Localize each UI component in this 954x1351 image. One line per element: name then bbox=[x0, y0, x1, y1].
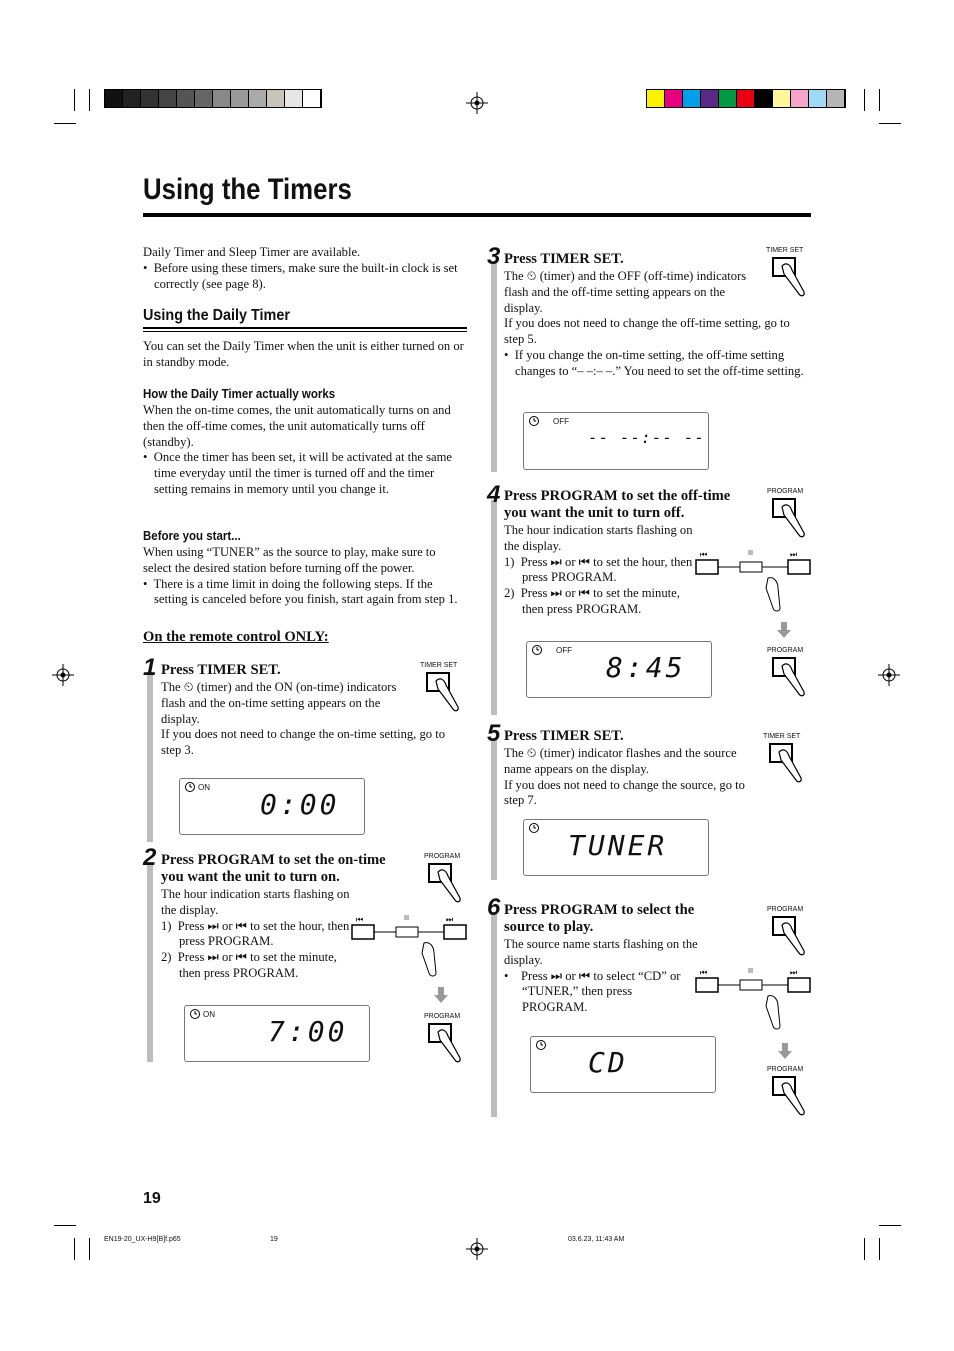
step-text bbox=[504, 269, 804, 380]
step-text bbox=[504, 523, 700, 618]
step-text-a: The ⏲ (timer) indicator flashes and the source name appears on the display. bbox=[504, 746, 737, 776]
svg-text:⏭: ⏭ bbox=[790, 968, 798, 977]
lcd-label: OFF bbox=[556, 646, 572, 655]
color-bar-right bbox=[646, 89, 846, 108]
before-bullet: • There is a time limit in doing the following steps. If the setting is canceled before you finish, start again from step 1. bbox=[143, 576, 458, 607]
step-text-a: The hour indication starts flashing on the display. bbox=[161, 887, 350, 917]
registration-mark-icon bbox=[52, 664, 74, 686]
step-bar bbox=[147, 672, 153, 842]
button-label: TIMER SET bbox=[766, 247, 804, 254]
crop-mark bbox=[89, 1238, 90, 1260]
step-bar bbox=[491, 262, 497, 472]
button-label: PROGRAM bbox=[424, 853, 461, 860]
step-text bbox=[504, 937, 700, 1016]
finger-press-button-icon bbox=[426, 1022, 468, 1064]
crop-mark bbox=[879, 123, 901, 124]
registration-mark-icon bbox=[466, 1238, 488, 1260]
color-swatch bbox=[755, 90, 773, 107]
color-swatch bbox=[647, 90, 665, 107]
step-text-a: The hour indication starts flashing on the display. bbox=[504, 523, 693, 553]
color-swatch bbox=[105, 90, 123, 107]
crop-mark bbox=[74, 89, 75, 111]
finger-press-button-icon bbox=[767, 742, 809, 784]
color-bar-left bbox=[104, 89, 322, 108]
color-swatch bbox=[303, 90, 321, 107]
crop-mark bbox=[74, 1238, 75, 1260]
intro-bullet: • Before using these timers, make sure the built-in clock is set correctly (see page 8). bbox=[143, 260, 458, 291]
section-title: Using the Daily Timer bbox=[143, 307, 290, 324]
lcd-label: ON bbox=[198, 783, 210, 792]
registration-mark-icon bbox=[466, 92, 488, 114]
timer-clock-icon bbox=[534, 1038, 548, 1052]
step-bullet: • If you change the on-time setting, the off-time setting changes to “– –:– –.” You need to set the off-time setting. bbox=[504, 347, 804, 378]
how-bullet: • Once the timer has been set, it will be activated at the same time everyday until the timer is turned off and the timer setting remains in memory until you change it. bbox=[143, 450, 453, 496]
intro-text: Daily Timer and Sleep Timer are available. bbox=[143, 245, 361, 259]
section-rule-thin bbox=[143, 331, 467, 332]
crop-mark bbox=[864, 89, 865, 111]
color-swatch bbox=[737, 90, 755, 107]
finger-press-button-icon bbox=[424, 671, 466, 713]
timer-clock-icon bbox=[183, 780, 197, 794]
step-bar bbox=[491, 912, 497, 1117]
step-text-a: The ⏲ (timer) and the ON (on-time) indicators flash and the on-time setting appears on the display. bbox=[161, 680, 397, 726]
step-text-b: If you does not need to change the off-time setting, go to step 5. bbox=[504, 316, 790, 347]
lcd-value: CD bbox=[588, 1046, 628, 1079]
before-block bbox=[143, 545, 467, 608]
color-swatch bbox=[701, 90, 719, 107]
color-swatch bbox=[773, 90, 791, 107]
step-text-a: The ⏲ (timer) and the OFF (off-time) indicators flash and the off-time setting appears on the display. bbox=[504, 269, 747, 315]
step-text-b: If you does not need to change the on-time setting, go to step 3. bbox=[161, 727, 445, 758]
page-title: Using the Timers bbox=[143, 173, 352, 206]
down-arrow-icon bbox=[778, 1043, 792, 1059]
button-label: PROGRAM bbox=[767, 1066, 804, 1073]
finger-press-button-icon bbox=[770, 656, 812, 698]
how-text: When the on-time comes, the unit automatically turns on and then the off-time comes, the unit automatically turns off (standby). bbox=[143, 403, 451, 449]
section-rule bbox=[143, 327, 467, 329]
step-bar bbox=[491, 740, 497, 880]
color-swatch bbox=[827, 90, 845, 107]
svg-text:⏮: ⏮ bbox=[356, 915, 364, 924]
footer-page: 19 bbox=[270, 1236, 278, 1243]
step-title: Press PROGRAM to set the off-time you want the unit to turn off. bbox=[504, 488, 731, 521]
step-text bbox=[161, 680, 445, 759]
how-block bbox=[143, 403, 467, 498]
step-bar bbox=[147, 862, 153, 1062]
step-text-b: If you does not need to change the source, go to step 7. bbox=[504, 777, 745, 808]
color-swatch bbox=[683, 90, 701, 107]
crop-mark bbox=[879, 1238, 880, 1260]
section-intro bbox=[143, 339, 467, 371]
before-title: Before you start... bbox=[143, 529, 241, 543]
lcd-label: ON bbox=[203, 1010, 215, 1019]
page-number: 19 bbox=[143, 1190, 161, 1207]
button-label: PROGRAM bbox=[767, 488, 804, 495]
button-label: PROGRAM bbox=[424, 1013, 461, 1020]
step-title: Press TIMER SET. bbox=[161, 662, 281, 678]
down-arrow-icon bbox=[434, 987, 448, 1003]
step-number: 5 bbox=[487, 720, 501, 747]
footer-file: EN19-20_UX-H9[B]f.p65 bbox=[104, 1236, 181, 1243]
step-title: Press TIMER SET. bbox=[504, 728, 624, 744]
step-title: Press PROGRAM to set the on-time you want the unit to turn on. bbox=[161, 852, 386, 885]
color-swatch bbox=[791, 90, 809, 107]
step-title: Press PROGRAM to select the source to play. bbox=[504, 902, 695, 935]
left-column bbox=[143, 245, 467, 292]
crop-mark bbox=[54, 1225, 76, 1226]
timer-clock-icon bbox=[527, 821, 541, 835]
finger-press-button-icon bbox=[770, 915, 812, 957]
svg-text:⏮: ⏮ bbox=[700, 550, 708, 559]
button-label: PROGRAM bbox=[767, 647, 804, 654]
color-swatch bbox=[285, 90, 303, 107]
remote-title: On the remote control ONLY: bbox=[143, 629, 329, 645]
registration-mark-icon bbox=[878, 664, 900, 686]
crop-mark bbox=[879, 89, 880, 111]
color-swatch bbox=[159, 90, 177, 107]
step-item-1: 1) Press ⏭ or ⏮ to set the hour, then press PROGRAM. bbox=[161, 918, 350, 949]
step-number: 3 bbox=[487, 243, 501, 270]
step-bullet: • Press ⏭ or ⏮ to select “CD” or “TUNER,” then press PROGRAM. bbox=[504, 968, 681, 1015]
crop-mark bbox=[879, 1225, 901, 1226]
crop-mark bbox=[89, 89, 90, 111]
step-item-2: 2) Press ⏭ or ⏮ to set the minute, then press PROGRAM. bbox=[504, 586, 680, 616]
color-swatch bbox=[123, 90, 141, 107]
timer-clock-icon bbox=[188, 1007, 202, 1021]
down-arrow-icon bbox=[777, 622, 791, 638]
finger-press-button-icon bbox=[770, 497, 812, 539]
button-label: PROGRAM bbox=[767, 906, 804, 913]
color-swatch bbox=[213, 90, 231, 107]
how-title: How the Daily Timer actually works bbox=[143, 387, 336, 401]
svg-text:⏭: ⏭ bbox=[446, 915, 454, 924]
step-text bbox=[161, 887, 357, 982]
color-swatch bbox=[177, 90, 195, 107]
section-intro-text: You can set the Daily Timer when the unit is either turned on or in standby mode. bbox=[143, 339, 464, 369]
skip-slider-icon bbox=[350, 913, 468, 977]
finger-press-button-icon bbox=[770, 256, 812, 298]
title-rule bbox=[143, 213, 811, 217]
footer-date: 03.6.23, 11:43 AM bbox=[568, 1236, 625, 1243]
finger-press-button-icon bbox=[426, 862, 468, 904]
skip-slider-icon bbox=[694, 966, 812, 1030]
step-title: Press TIMER SET. bbox=[504, 251, 624, 267]
svg-text:⏭: ⏭ bbox=[790, 550, 798, 559]
step-bar bbox=[491, 500, 497, 715]
lcd-value: 8:45 bbox=[606, 651, 686, 684]
color-swatch bbox=[719, 90, 737, 107]
step-text-a: The source name starts flashing on the display. bbox=[504, 937, 698, 967]
before-text: When using “TUNER” as the source to play, make sure to select the desired station before turning off the power. bbox=[143, 545, 436, 575]
step-number: 1 bbox=[143, 654, 157, 681]
button-label: TIMER SET bbox=[763, 733, 801, 740]
color-swatch bbox=[267, 90, 285, 107]
step-item-1: 1) Press ⏭ or ⏮ to set the hour, then press PROGRAM. bbox=[504, 554, 693, 585]
skip-slider-icon bbox=[694, 548, 812, 612]
lcd-value: TUNER bbox=[568, 829, 668, 862]
color-swatch bbox=[665, 90, 683, 107]
lcd-value: 0:00 bbox=[260, 788, 340, 821]
color-swatch bbox=[249, 90, 267, 107]
step-number: 4 bbox=[487, 481, 501, 508]
color-swatch bbox=[809, 90, 827, 107]
finger-press-button-icon bbox=[770, 1075, 812, 1117]
crop-mark bbox=[864, 1238, 865, 1260]
lcd-label: OFF bbox=[553, 417, 569, 426]
step-text bbox=[504, 746, 760, 809]
svg-text:⏮: ⏮ bbox=[700, 968, 708, 977]
color-swatch bbox=[141, 90, 159, 107]
step-number: 2 bbox=[143, 844, 157, 871]
timer-clock-icon bbox=[527, 414, 541, 428]
step-number: 6 bbox=[487, 894, 501, 921]
lcd-value: 7:00 bbox=[268, 1015, 348, 1048]
crop-mark bbox=[54, 123, 76, 124]
timer-clock-icon bbox=[530, 643, 544, 657]
lcd-value: -- --:-- -- bbox=[588, 428, 705, 447]
step-item-2: 2) Press ⏭ or ⏮ to set the minute, then press PROGRAM. bbox=[161, 950, 337, 980]
color-swatch bbox=[231, 90, 249, 107]
color-swatch bbox=[195, 90, 213, 107]
button-label: TIMER SET bbox=[420, 662, 458, 669]
